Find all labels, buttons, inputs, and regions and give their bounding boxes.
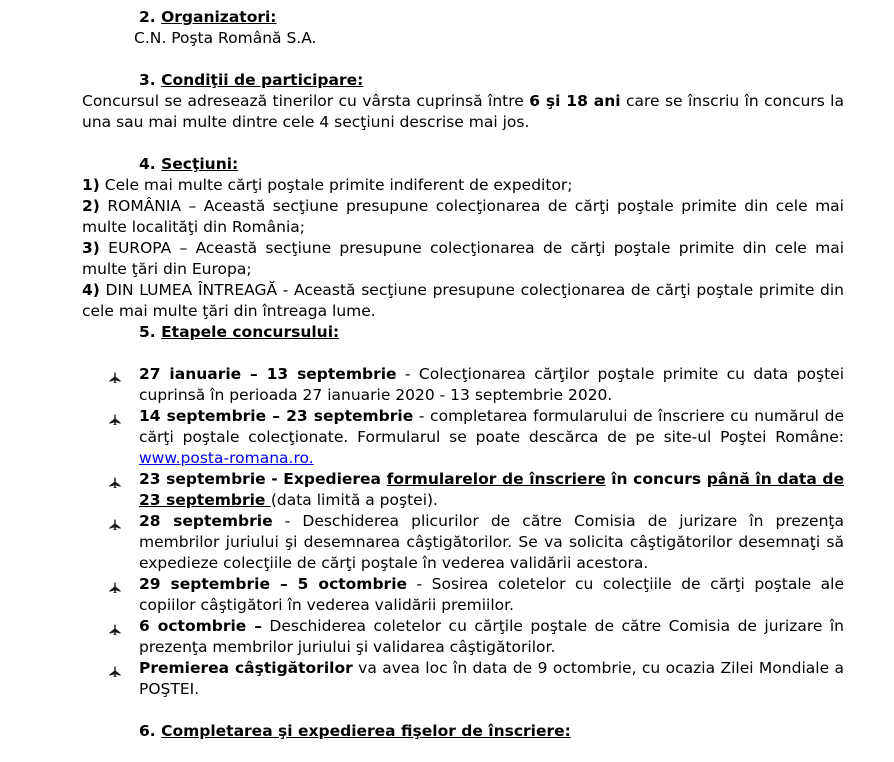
section-heading-3 <box>82 70 844 91</box>
text-run: formularelor de înscriere <box>386 470 606 488</box>
text-run: Organizatori: <box>161 8 277 26</box>
text-run: 4) <box>82 281 100 299</box>
text-run: 1) <box>82 176 100 194</box>
text-run: (data limită a poştei). <box>270 491 438 509</box>
text-run: va avea loc în data de 9 octombrie, cu ocazia Zilei Mondiale a POŞTEI. <box>139 659 844 698</box>
text-run: Concursul se adresează tinerilor cu vârsta cuprinsă între <box>82 92 530 110</box>
airplane-bullet-icon <box>109 621 121 633</box>
text-run: Condiţii de participare: <box>161 71 364 89</box>
airplane-bullet-icon <box>109 663 121 675</box>
text-run: 14 septembrie – 23 septembrie <box>139 407 414 425</box>
section-heading-6 <box>82 721 844 742</box>
text-run: 3) <box>82 239 100 257</box>
text-run: 4. <box>139 155 162 173</box>
text-run: care se înscriu în concurs la una sau mai multe dintre cele 4 secţiuni descrise mai jos. <box>82 92 844 131</box>
text-run: 6. <box>139 722 162 740</box>
timeline-item-1 <box>82 364 844 406</box>
timeline-item-3 <box>82 469 844 511</box>
text-run: Etapele concursului: <box>161 323 340 341</box>
text-run: - Sosirea coletelor cu colecţiile de cărţi poştale ale copiilor câştigători în vederea validării premiilor. <box>139 575 844 614</box>
airplane-bullet-icon <box>109 411 121 423</box>
section-heading-4 <box>82 154 844 175</box>
text-run: 3. <box>139 71 162 89</box>
participation-paragraph <box>82 91 844 133</box>
text-run: DIN LUMEA ÎNTREAGĂ - Această secţiune presupune colecţionarea de cărţi poştale primite din cele mai multe ţări din întreaga lume. <box>82 281 844 320</box>
text-run: 5. <box>139 323 162 341</box>
blank-line <box>82 343 844 364</box>
airplane-bullet-icon <box>109 369 121 381</box>
text-run: C.N. Poşta Română S.A. <box>134 29 317 47</box>
text-run: Completarea şi expedierea fişelor de înscriere: <box>161 722 571 740</box>
timeline-item-4 <box>82 511 844 574</box>
timeline-item-7 <box>82 658 844 700</box>
airplane-bullet-icon <box>109 474 121 486</box>
text-run: - Colecţionarea cărţilor poştale primite cu data poştei cuprinsă în perioada 27 ianuarie 2020 - 13 septembrie 2020. <box>139 365 844 404</box>
text-run: - completarea formularului de înscriere cu numărul de cărţi poştale colecţionate. Formularul se poate descărca de pe site-ul Poştei Române: <box>139 407 844 446</box>
text-run: până în data de 23 septembrie <box>139 470 844 509</box>
text-run: în concurs <box>605 470 707 488</box>
section-item-1 <box>82 175 844 196</box>
airplane-bullet-icon <box>109 516 121 528</box>
airplane-bullet-icon <box>109 579 121 591</box>
timeline-item-2 <box>82 406 844 469</box>
text-run: Deschiderea coletelor cu cărţile poştale de către Comisia de jurizare în prezenţa membrilor juriului şi validarea câştigătorilor. <box>139 617 844 656</box>
timeline-item-5 <box>82 574 844 616</box>
text-run: ROMÂNIA – Această secţiune presupune colecţionarea de cărţi poştale primite din cele mai multe localităţi din România; <box>82 197 844 236</box>
section-item-3 <box>82 238 844 280</box>
organizer-name <box>82 28 844 49</box>
timeline-item-6 <box>82 616 844 658</box>
section-heading-5 <box>82 322 844 343</box>
text-run: EUROPA – Această secţiune presupune colecţionarea de cărţi poştale primite din cele mai multe ţări din Europa; <box>82 239 844 278</box>
blank-line <box>82 133 844 154</box>
section-item-4 <box>82 280 844 322</box>
text-run: 2) <box>82 197 100 215</box>
text-run: 6 şi 18 ani <box>529 92 621 110</box>
section-item-2 <box>82 196 844 238</box>
text-run: 23 septembrie - Expedierea <box>139 470 387 488</box>
blank-line <box>82 700 844 721</box>
text-run: Premierea câştigătorilor <box>139 659 353 677</box>
text-run: Cele mai multe cărţi poştale primite indiferent de expeditor; <box>99 176 573 194</box>
text-run: - Deschiderea plicurilor de către Comisia de jurizare în prezenţa membrilor juriului şi desemnarea câştigătorilor. Se va solicita câştigătorilor desemnaţi să expedieze colecţiile de cărţi poştale în vederea validării acestora. <box>139 512 844 572</box>
section-heading-2 <box>82 7 844 28</box>
text-run: Secţiuni: <box>161 155 239 173</box>
text-run: 2. <box>139 8 162 26</box>
text-run: 29 septembrie – 5 octombrie <box>139 575 408 593</box>
text-run: 27 ianuarie – 13 septembrie <box>139 365 397 383</box>
text-run: 6 octombrie – <box>139 617 262 635</box>
text-run: 28 septembrie <box>139 512 273 530</box>
link-posta-romana[interactable]: www.posta-romana.ro. <box>139 449 314 467</box>
blank-line <box>82 49 844 70</box>
